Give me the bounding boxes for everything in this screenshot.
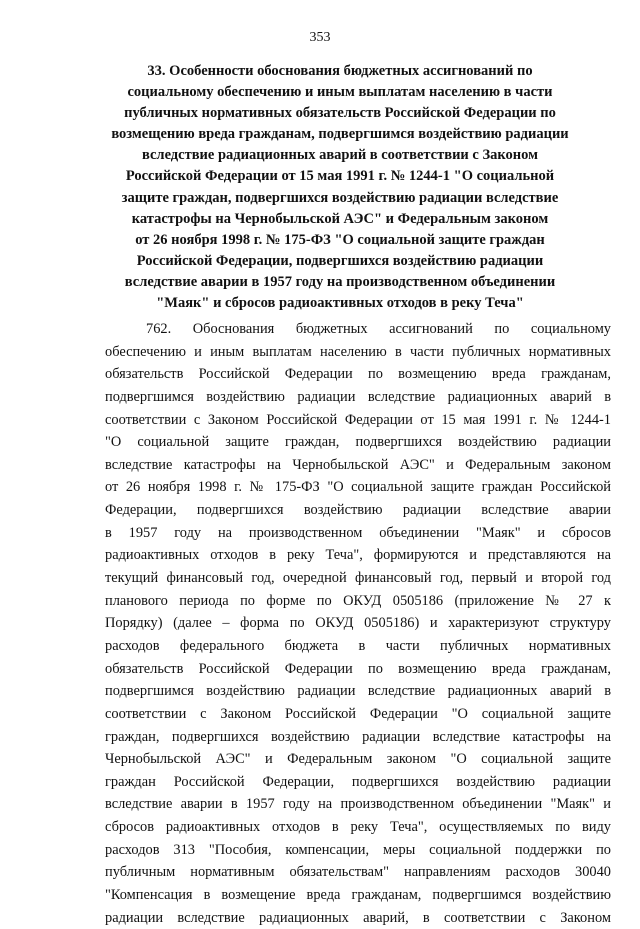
body-line: сбросов радиоактивных отходов в реку Теча", осуществляемых по виду [105, 819, 611, 836]
body-line: Порядку) (далее – форма по ОКУД 0505186) и характеризуют структуру [105, 615, 611, 632]
body-line: подвергшимся воздействию радиации вследствие радиационных аварий в [105, 683, 611, 700]
body-line: обязательств Российской Федерации по возмещению вреда гражданам, [105, 366, 611, 383]
body-line: радиации вследствие радиационных аварий, в соответствии с Законом [105, 909, 611, 926]
body-line: вследствие аварии в 1957 году на производственном объединении "Маяк" и [105, 796, 611, 813]
body-line: от 26 ноября 1998 г. № 175-ФЗ "О социальной защите граждан Российской [105, 479, 611, 496]
heading-line: вследствие аварии в 1957 году на производственном объединении [124, 273, 556, 290]
heading-line: 33. Особенности обоснования бюджетных ассигнований по [147, 63, 533, 79]
heading-line: "Маяк" и сбросов радиоактивных отходов в реку Теча" [156, 295, 524, 312]
body-line: граждан Российской Федерации, подвергшихся воздействию радиации [105, 773, 611, 790]
body-line: обязательств Российской Федерации по возмещению вреда гражданам, [105, 660, 611, 677]
heading-line: возмещению вреда гражданам, подвергшимся воздействию радиации [111, 126, 569, 143]
body-line: в 1957 году на производственном объединении "Маяк" и сбросов [105, 524, 611, 541]
body-line: Чернобыльской АЭС" и Федеральным законом "О социальной защите [105, 751, 611, 768]
heading-line: Российской Федерации, подвергшихся воздействию радиации [136, 252, 544, 269]
body-line: соответствии с Законом Российской Федерации "О социальной защите [105, 705, 611, 722]
body-line: Федерации, подвергшихся воздействию радиации вследствие аварии [105, 502, 611, 519]
body-line: расходов 313 "Пособия, компенсации, меры социальной поддержки по [105, 841, 611, 858]
heading-line: от 26 ноября 1998 г. № 175-ФЗ "О социальной защите граждан [135, 231, 545, 248]
body-line: соответствии с Законом Российской Федерации от 15 мая 1991 г. № 1244-1 [105, 411, 611, 428]
body-line: "Компенсация в возмещение вреда гражданам, подвергшимся воздействию [105, 887, 611, 904]
page-number: 353 [309, 30, 331, 45]
body-line: граждан, подвергшихся воздействию радиации вследствие катастрофы на [105, 728, 611, 745]
body-line: 762. Обоснования бюджетных ассигнований по социальному [146, 321, 611, 337]
heading-line: Российской Федерации от 15 мая 1991 г. № 1244-1 "О социальной [125, 168, 555, 185]
paragraph-762 [105, 318, 611, 929]
body-line: планового периода по форме по ОКУД 0505186 (приложение № 27 к [105, 592, 611, 609]
body-line: вследствие катастрофы на Чернобыльской АЭС" и Федеральным законом [105, 456, 611, 473]
body-line: обеспечению и иным выплатам населению в части публичных нормативных [105, 343, 611, 360]
heading-line: защите граждан, подвергшихся воздействию радиации вследствие [121, 189, 559, 206]
body-line: радиоактивных отходов в реку Теча", формируются и представляются на [105, 547, 611, 564]
heading-line: публичных нормативных обязательств Российской Федерации по [124, 105, 556, 122]
section-heading [96, 61, 584, 314]
body-line: "О социальной защите граждан, подвергшихся воздействию радиации [105, 434, 611, 451]
heading-line: вследствие радиационных аварий в соответствии с Законом [141, 147, 538, 164]
body-line: подвергшимся воздействию радиации вследствие радиационных аварий в [105, 388, 611, 405]
heading-line: катастрофы на Чернобыльской АЭС" и Федеральным законом [131, 210, 549, 227]
body-line: расходов федерального бюджета в части публичных нормативных [105, 637, 611, 654]
heading-line: социальному обеспечению и иным выплатам населению в части [127, 84, 553, 101]
body-line: публичным нормативным обязательствам" направлениям расходов 30040 [105, 864, 611, 881]
body-line: текущий финансовый год, очередной финансовый год, первый и второй год [105, 570, 611, 587]
